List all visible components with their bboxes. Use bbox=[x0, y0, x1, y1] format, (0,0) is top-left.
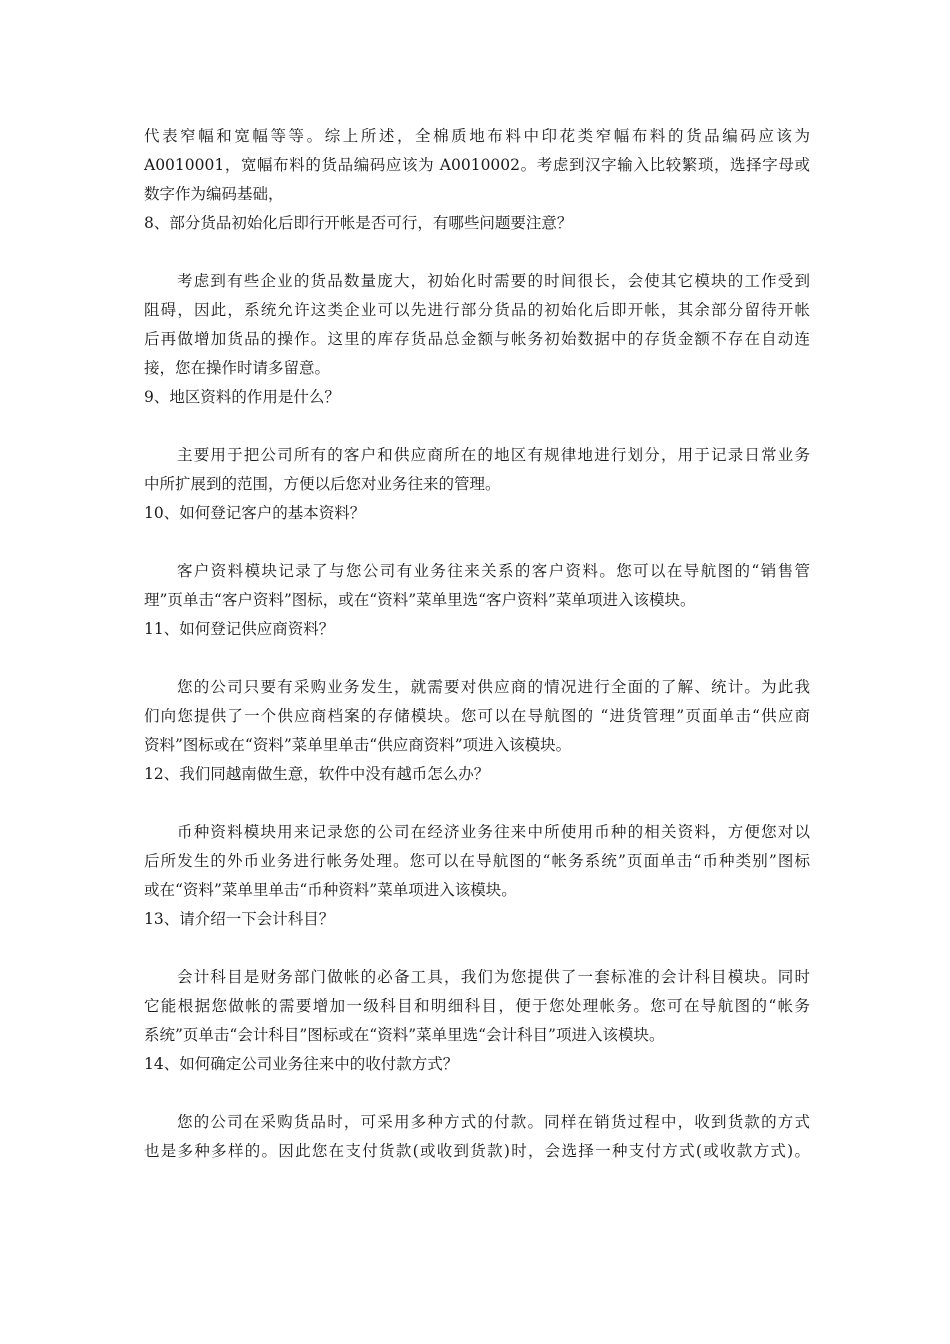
paragraph-line: 币种资料模块用来记录您的公司在经济业务往来中所使用币种的相关资料，方便您对以 bbox=[177, 823, 810, 841]
paragraph-line: 接，您在操作时请多留意。 bbox=[144, 359, 331, 377]
paragraph-line: A0010001，宽幅布料的货品编码应该为 A0010002。考虑到汉字输入比较繁琐，选择字母或 bbox=[144, 156, 810, 174]
paragraph-line: 后再做增加货品的操作。这里的库存货品总金额与帐务初始数据中的存货金额不存在自动连 bbox=[144, 330, 810, 348]
paragraph-line: 代表窄幅和宽幅等等。综上所述，全棉质地布料中印花类窄幅布料的货品编码应该为 bbox=[144, 127, 810, 145]
document-body bbox=[144, 122, 810, 1166]
paragraph-line: 后所发生的外币业务进行帐务处理。您可以在导航图的“帐务系统”页面单击“币种类别”图标 bbox=[144, 852, 810, 870]
paragraph-spacer bbox=[144, 238, 810, 267]
question-heading: 11、如何登记供应商资料？ bbox=[144, 620, 335, 638]
question-heading: 12、我们同越南做生意，软件中没有越币怎么办？ bbox=[144, 765, 490, 783]
paragraph-line: 阻碍，因此，系统允许这类企业可以先进行部分货品的初始化后即开帐，其余部分留待开帐 bbox=[144, 301, 810, 319]
paragraph-line: 您的公司只要有采购业务发生，就需要对供应商的情况进行全面的了解、统计。为此我 bbox=[177, 678, 810, 696]
paragraph-line: 中所扩展到的范围，方便以后您对业务往来的管理。 bbox=[144, 475, 501, 493]
answer-paragraph bbox=[144, 963, 810, 1050]
paragraph-spacer bbox=[144, 644, 810, 673]
answer-paragraph bbox=[144, 1108, 810, 1166]
paragraph-line: 您的公司在采购货品时，可采用多种方式的付款。同样在销货过程中，收到货款的方式 bbox=[177, 1113, 810, 1131]
paragraph-spacer bbox=[144, 528, 810, 557]
question-heading: 10、如何登记客户的基本资料？ bbox=[144, 504, 366, 522]
paragraph-line: 主要用于把公司所有的客户和供应商所在的地区有规律地进行划分，用于记录日常业务 bbox=[177, 446, 810, 464]
answer-paragraph bbox=[144, 267, 810, 383]
paragraph-spacer bbox=[144, 1079, 810, 1108]
paragraph-spacer bbox=[144, 412, 810, 441]
paragraph-line: 或在“资料”菜单里单击“币种资料”菜单项进入该模块。 bbox=[144, 881, 517, 899]
paragraph-spacer bbox=[144, 934, 810, 963]
answer-paragraph bbox=[144, 557, 810, 615]
answer-paragraph bbox=[144, 818, 810, 905]
answer-paragraph bbox=[144, 441, 810, 499]
question-heading: 13、请介绍一下会计科目？ bbox=[144, 910, 335, 928]
paragraph-line: 客户资料模块记录了与您公司有业务往来关系的客户资料。您可以在导航图的“销售管 bbox=[177, 562, 810, 580]
paragraph-line: 们向您提供了一个供应商档案的存储模块。您可以在导航图的 “进货管理”页面单击“供应商 bbox=[144, 707, 810, 725]
paragraph-line: 系统”页单击“会计科目”图标或在“资料”菜单里选“会计科目”项进入该模块。 bbox=[144, 1026, 665, 1044]
question-heading: 9、地区资料的作用是什么？ bbox=[144, 388, 340, 406]
paragraph-line: 会计科目是财务部门做帐的必备工具，我们为您提供了一套标准的会计科目模块。同时 bbox=[177, 968, 810, 986]
answer-paragraph bbox=[144, 122, 810, 209]
paragraph-spacer bbox=[144, 789, 810, 818]
paragraph-line: 数字作为编码基础， bbox=[144, 185, 284, 203]
paragraph-line: 考虑到有些企业的货品数量庞大，初始化时需要的时间很长，会使其它模块的工作受到 bbox=[177, 272, 810, 290]
paragraph-line: 理”页单击“客户资料”图标，或在“资料”菜单里选“客户资料”菜单项进入该模块。 bbox=[144, 591, 696, 609]
paragraph-line: 资料”图标或在“资料”菜单里单击“供应商资料”项进入该模块。 bbox=[144, 736, 572, 754]
paragraph-line: 它能根据您做帐的需要增加一级科目和明细科目，便于您处理帐务。您可在导航图的“帐务 bbox=[144, 997, 810, 1015]
paragraph-line: 也是多种多样的。因此您在支付货款(或收到货款)时，会选择一种支付方式(或收款方式)。 bbox=[144, 1142, 810, 1160]
question-heading: 14、如何确定公司业务往来中的收付款方式？ bbox=[144, 1055, 459, 1073]
answer-paragraph bbox=[144, 673, 810, 760]
question-heading: 8、部分货品初始化后即行开帐是否可行，有哪些问题要注意？ bbox=[144, 214, 573, 232]
